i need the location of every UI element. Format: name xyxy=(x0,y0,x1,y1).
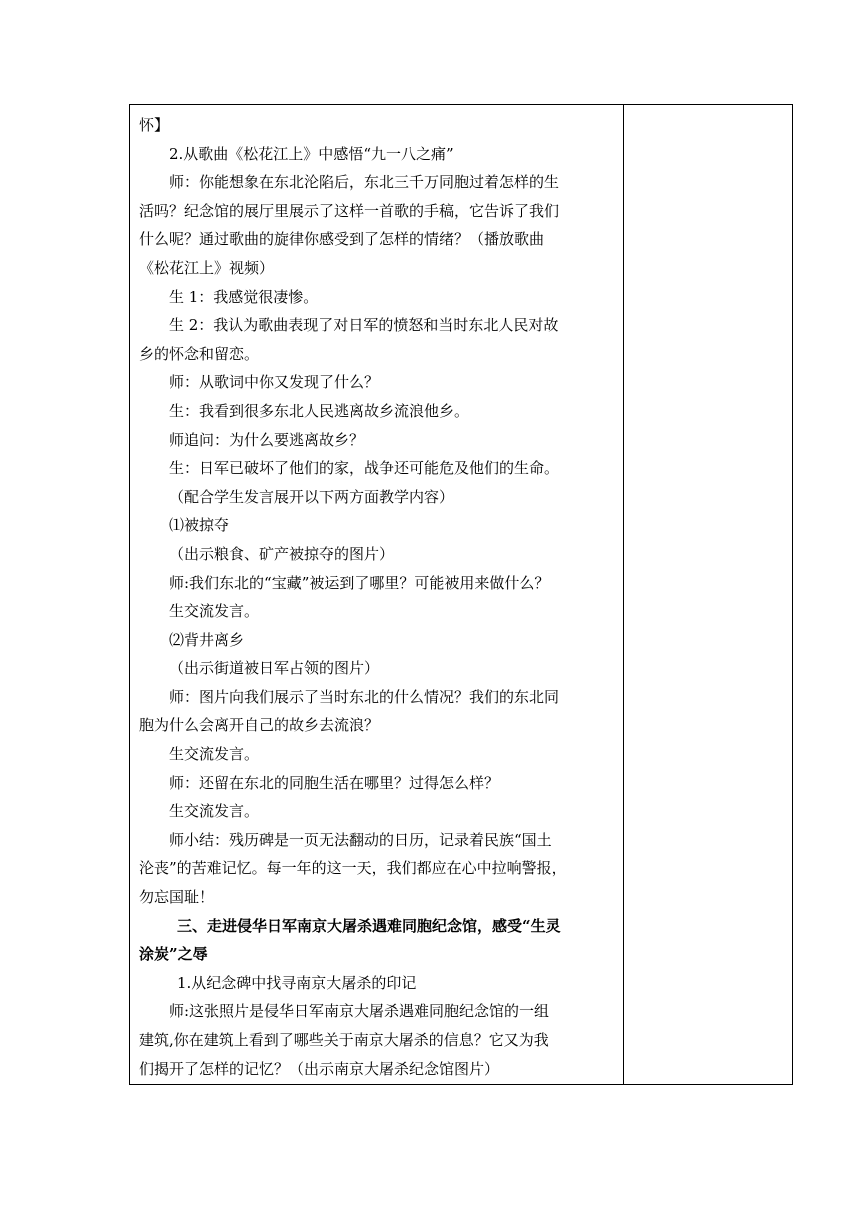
text-line: 乡的怀念和留恋。 xyxy=(139,344,260,363)
text-line: 师：还留在东北的同胞生活在哪里？过得怎么样？ xyxy=(169,773,500,792)
text-line: 生：我看到很多东北人民逃离故乡流浪他乡。 xyxy=(169,401,470,420)
text-line: 胞为什么会离开自己的故乡去流浪？ xyxy=(139,716,380,735)
text-line: （出示街道被日军占领的图片） xyxy=(169,659,380,678)
text-line: 师追问：为什么要逃离故乡？ xyxy=(169,430,365,449)
text-line: 生 1：我感觉很凄惨。 xyxy=(169,287,319,306)
text-line: ⑴被掠夺 xyxy=(169,516,230,535)
text-line: 2.从歌曲《松花江上》中感悟“九一八之痛” xyxy=(169,144,454,163)
content-cell xyxy=(130,105,624,1084)
text-line: 活吗？纪念馆的展厅里展示了这样一首歌的手稿，它告诉了我们 xyxy=(139,201,560,220)
text-line: ⑵背井离乡 xyxy=(169,630,245,649)
text-line: 1.从纪念碑中找寻南京大屠杀的印记 xyxy=(177,973,417,992)
text-line: （配合学生发言展开以下两方面教学内容） xyxy=(169,487,455,506)
text-line: 师小结：残历碑是一页无法翻动的日历，记录着民族“国土 xyxy=(169,830,552,849)
lesson-plan-table xyxy=(129,104,793,1085)
text-line: 师：从歌词中你又发现了什么？ xyxy=(169,373,380,392)
text-line: 师：你能想象在东北沦陷后，东北三千万同胞过着怎样的生 xyxy=(169,173,560,192)
text-line: 什么呢？通过歌曲的旋律你感受到了怎样的情绪？（播放歌曲 xyxy=(139,230,545,249)
text-line: 生交流发言。 xyxy=(169,745,260,764)
text-line: 师:这张照片是侵华日军南京大屠杀遇难同胞纪念馆的一组 xyxy=(169,1002,550,1021)
text-line: 怀】 xyxy=(139,116,170,134)
text-line: 师:我们东北的“宝藏”被运到了哪里？可能被用来做什么？ xyxy=(169,573,550,592)
text-line: 建筑,你在建筑上看到了哪些关于南京大屠杀的信息？它又为我 xyxy=(139,1031,549,1049)
text-line: 们揭开了怎样的记忆？（出示南京大屠杀纪念馆图片） xyxy=(139,1059,500,1078)
text-line: 勿忘国耻！ xyxy=(139,888,215,907)
text-line: （出示粮食、矿产被掠夺的图片） xyxy=(169,544,395,563)
text-line: 沦丧”的苦难记忆。每一年的这一天，我们都应在心中拉响警报， xyxy=(139,859,567,878)
text-line: 生交流发言。 xyxy=(169,602,260,621)
text-line: 师：图片向我们展示了当时东北的什么情况？我们的东北同 xyxy=(169,687,560,706)
notes-cell xyxy=(624,105,792,1084)
text-line: 生 2：我认为歌曲表现了对日军的愤怒和当时东北人民对故 xyxy=(169,316,559,335)
section-heading-line: 涂炭”之辱 xyxy=(139,945,208,964)
section-heading-line: 三、走进侵华日军南京大屠杀遇难同胞纪念馆，感受“生灵 xyxy=(177,916,561,935)
text-line: 《松花江上》视频） xyxy=(139,258,275,277)
text-line: 生交流发言。 xyxy=(169,802,260,821)
text-line: 生：日军已破坏了他们的家，战争还可能危及他们的生命。 xyxy=(169,459,560,478)
